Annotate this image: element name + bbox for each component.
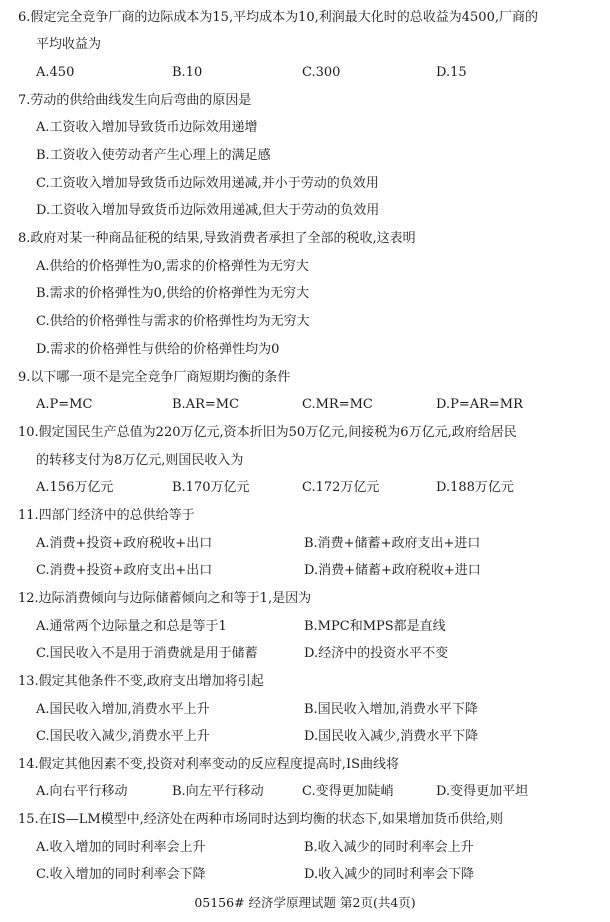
question-8-option-b (0, 282, 610, 306)
option-b: B.AR=MC (172, 397, 240, 412)
option-c: C.收入增加的同时利率会下降 (36, 867, 206, 882)
question-10-cont (0, 449, 610, 473)
question-7-option-c (0, 172, 610, 196)
option-a: A.收入增加的同时利率会上升 (36, 840, 206, 855)
option-b: B.消费+储蓄+政府支出+进口 (304, 536, 481, 551)
question-15-options-cd (0, 863, 610, 887)
option-d: D.188万亿元 (436, 480, 514, 495)
question-stem: 9.以下哪一项不是完全竞争厂商短期均衡的条件 (18, 370, 291, 385)
question-7 (0, 89, 610, 113)
question-7-option-a (0, 116, 610, 140)
option-d: D.工资收入增加导致货币边际效用递减,但大于劳动的负效用 (36, 203, 380, 218)
option-a: A.国民收入增加,消费水平上升 (36, 702, 210, 717)
question-15 (0, 808, 610, 832)
question-6 (0, 6, 610, 30)
option-a: A.供给的价格弹性为0,需求的价格弹性为无穷大 (36, 259, 309, 274)
option-b: B.工资收入使劳动者产生心理上的满足感 (36, 148, 271, 163)
option-c: C.消费+投资+政府支出+出口 (36, 563, 213, 578)
question-12 (0, 587, 610, 611)
option-c: C.国民收入不是用于消费就是用于储蓄 (36, 646, 258, 661)
option-d: D.变得更加平坦 (436, 784, 529, 799)
option-c: C.MR=MC (302, 397, 373, 412)
question-8-option-d (0, 338, 610, 362)
option-d: D.15 (436, 65, 467, 80)
question-13-options-ab (0, 698, 610, 722)
option-c: C.变得更加陡峭 (302, 784, 394, 799)
question-11 (0, 504, 610, 528)
question-9 (0, 366, 610, 390)
option-d: D.需求的价格弹性与供给的价格弹性均为0 (36, 342, 280, 357)
question-stem: 7.劳动的供给曲线发生向后弯曲的原因是 (18, 93, 252, 108)
question-stem: 14.假定其他因素不变,投资对利率变动的反应程度提高时,IS曲线将 (18, 757, 399, 772)
question-stem-continued: 的转移支付为8万亿元,则国民收入为 (36, 453, 244, 468)
option-c: C.工资收入增加导致货币边际效用递减,并小于劳动的负效用 (36, 176, 379, 191)
question-14 (0, 753, 610, 777)
option-d: D.P=AR=MR (436, 397, 523, 412)
page-footer: 05156# 经济学原理试题 第2页(共4页) (194, 895, 416, 910)
question-stem-continued: 平均收益为 (36, 37, 102, 52)
option-d: D.消费+储蓄+政府税收+进口 (304, 563, 481, 578)
option-d: D.收入减少的同时利率会下降 (304, 867, 475, 882)
question-stem: 10.假定国民生产总值为220万亿元,资本折旧为50万亿元,间接税为6万亿元,政府给居民 (18, 425, 517, 440)
option-a: A.通常两个边际量之和总是等于1 (36, 619, 227, 634)
option-a: A.156万亿元 (36, 480, 114, 495)
question-6-cont (0, 33, 610, 57)
question-12-options-ab (0, 615, 610, 639)
question-7-option-b (0, 144, 610, 168)
question-14-options (0, 780, 610, 804)
question-11-options-ab (0, 532, 610, 556)
question-15-options-ab (0, 836, 610, 860)
question-8-option-c (0, 310, 610, 334)
question-6-options (0, 61, 610, 85)
question-9-options (0, 393, 610, 417)
question-13 (0, 670, 610, 694)
option-d: D.经济中的投资水平不变 (304, 646, 449, 661)
question-8-option-a (0, 255, 610, 279)
option-b: B.收入减少的同时利率会上升 (304, 840, 474, 855)
option-a: A.向右平行移动 (36, 784, 128, 799)
question-10-options (0, 476, 610, 500)
option-b: B.10 (172, 65, 203, 80)
question-stem: 12.边际消费倾向与边际储蓄倾向之和等于1,是因为 (18, 591, 312, 606)
option-a: A.消费+投资+政府税收+出口 (36, 536, 213, 551)
question-7-option-d (0, 199, 610, 223)
option-b: B.向左平行移动 (172, 784, 264, 799)
option-a: A.工资收入增加导致货币边际效用递增 (36, 120, 258, 135)
option-c: C.国民收入减少,消费水平上升 (36, 729, 210, 744)
question-stem: 6.假定完全竞争厂商的边际成本为15,平均成本为10,利润最大化时的总收益为4500,厂商的 (18, 10, 538, 25)
option-a: A.P=MC (36, 397, 93, 412)
question-8 (0, 227, 610, 251)
option-c: C.300 (302, 65, 341, 80)
question-stem: 11.四部门经济中的总供给等于 (18, 508, 195, 523)
option-b: B.MPC和MPS都是直线 (304, 619, 446, 634)
option-a: A.450 (36, 65, 75, 80)
option-c: C.供给的价格弹性与需求的价格弹性均为无穷大 (36, 314, 310, 329)
question-11-options-cd (0, 559, 610, 583)
option-c: C.172万亿元 (302, 480, 380, 495)
question-stem: 8.政府对某一种商品征税的结果,导致消费者承担了全部的税收,这表明 (18, 231, 416, 246)
option-b: B.需求的价格弹性为0,供给的价格弹性为无穷大 (36, 286, 310, 301)
question-stem: 15.在IS—LM模型中,经济处在两种市场同时达到均衡的状态下,如果增加货币供给,则 (18, 812, 504, 827)
question-stem: 13.假定其他条件不变,政府支出增加将引起 (18, 674, 264, 689)
option-b: B.170万亿元 (172, 480, 250, 495)
option-b: B.国民收入增加,消费水平下降 (304, 702, 478, 717)
question-13-options-cd (0, 725, 610, 749)
question-12-options-cd (0, 642, 610, 666)
question-10 (0, 421, 610, 445)
option-d: D.国民收入减少,消费水平下降 (304, 729, 479, 744)
